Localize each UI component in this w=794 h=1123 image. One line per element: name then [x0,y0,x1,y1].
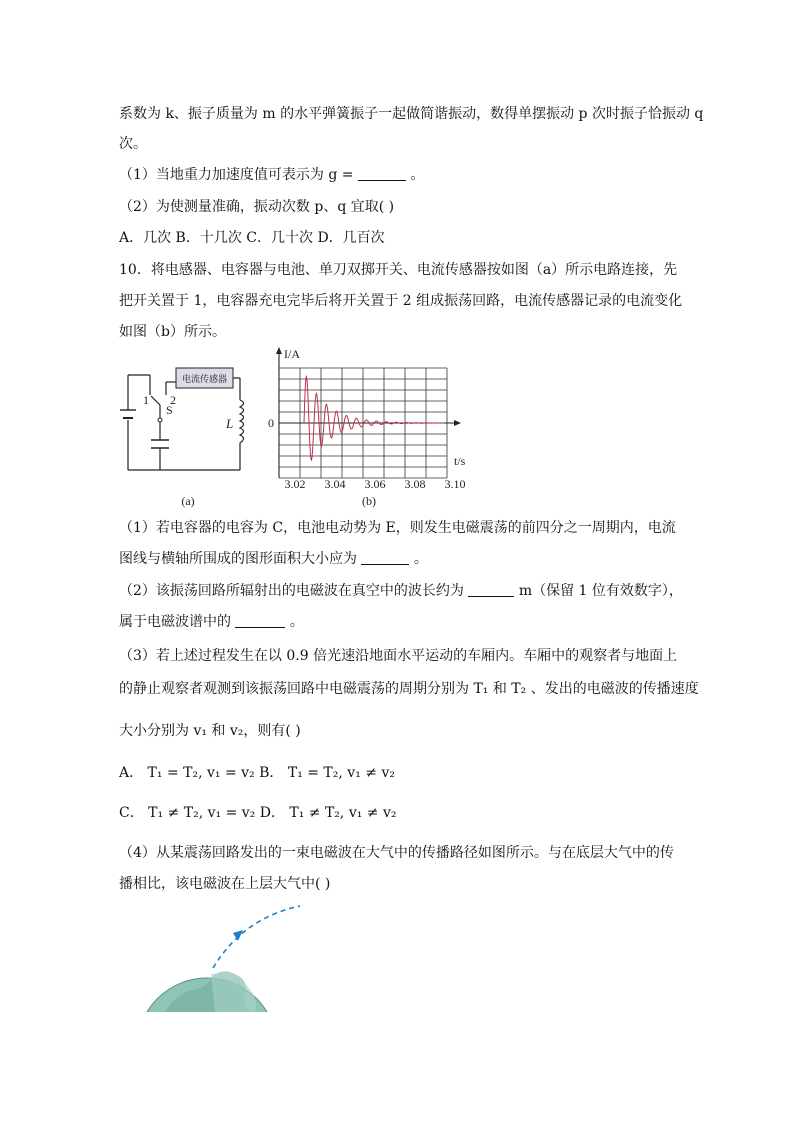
y-axis-label: I/A [284,347,300,361]
text-part: 。 [410,167,425,183]
text-line: 如图（b）所示。 [119,324,226,340]
text-line: 次。 [119,136,147,152]
text-line: （3）若上述过程发生在以 0.9 倍光速沿地面水平运动的车厢内。车厢中的观察者与地面上 [119,648,678,664]
text-line [119,165,424,185]
text-line: 系数为 k、振子质量为 m 的水平弹簧振子一起做简谐振动，数得单摆振动 p 次时振子恰振动 q [119,106,704,122]
text-line: 的静止观察者观测到该振荡回路中电磁震荡的周期分别为 T₁ 和 T₂ 、发出的电磁波的传播速度 [119,681,699,697]
text-line: 10．将电感器、电容器与电池、单刀双掷开关、电流传感器按如图（a）所示电路连接，先 [119,262,678,278]
answer-blank[interactable] [468,582,514,597]
text-part: （1）当地重力加速度值可表示为 g = [119,167,354,183]
text-part: 。 [289,614,304,630]
sensor-label: 电流传感器 [181,374,228,384]
x-axis-label: t/s [454,454,466,468]
zero-label: 0 [268,416,274,430]
circuit-diagram [118,360,253,510]
caption-a: (a) [181,494,195,508]
graph-axes [276,347,461,478]
text-line: （4）从某震荡回路发出的一束电磁波在大气中的传播路径如图所示。与在底层大气中的传 [119,845,674,861]
arrow-head-icon [233,930,243,941]
earth-highlight [211,974,256,1012]
x-tick-label: 3.08 [404,477,426,491]
x-tick-label: 3.10 [444,477,466,491]
answer-blank[interactable] [361,550,409,565]
text-line [119,549,428,569]
caption-b: (b) [362,494,376,508]
text-line: 把开关置于 1，电容器充电完毕后将开关置于 2 组成振荡回路，电流传感器记录的电流变化 [119,293,683,309]
x-tick-label: 3.06 [364,477,386,491]
wave-path [213,906,300,968]
text-part: （2）该振荡回路所辐射出的电磁波在真空中的波长约为 [119,583,464,599]
text-line: （1）若电容器的电容为 C，电池电动势为 E，则发生电磁震荡的前四分之一周期内，电流 [119,520,676,536]
text-line [119,612,304,632]
choice-line: A． T₁ = T₂, v₁ = v₂ B． T₁ = T₂, v₁ ≠ v₂ [119,765,395,781]
current-time-graph [262,345,472,510]
choice-line: C． T₁ ≠ T₂, v₁ = v₂ D． T₁ ≠ T₂, v₁ ≠ v₂ [119,805,397,821]
wave-path-figure [135,900,310,1012]
x-tick-label: 3.02 [284,477,306,491]
answer-blank[interactable] [235,613,285,628]
text-line [119,581,683,601]
x-tick-label: 3.04 [324,477,346,491]
text-line: 大小分别为 v₁ 和 v₂，则有( ) [119,723,301,739]
switch-pos-1: 1 [143,393,149,407]
text-line: 播相比，该电磁波在上层大气中( ) [119,876,331,892]
switch-label: S [166,403,173,417]
switch-pos-2: 2 [170,393,176,407]
current-curve [304,377,444,460]
text-part: m（保留 1 位有效数字）， [518,583,683,599]
answer-blank[interactable] [358,166,406,181]
text-part: 属于电磁波谱中的 [119,614,231,630]
text-line: （2）为使测量准确，振动次数 p、q 宜取( ) [119,199,395,215]
text-part: 图线与横轴所围成的图形面积大小应为 [119,551,357,567]
choice-line: A．几次 B．十几次 C．几十次 D．几百次 [119,230,385,246]
inductor-label: L [226,416,234,431]
text-part: 。 [413,551,428,567]
